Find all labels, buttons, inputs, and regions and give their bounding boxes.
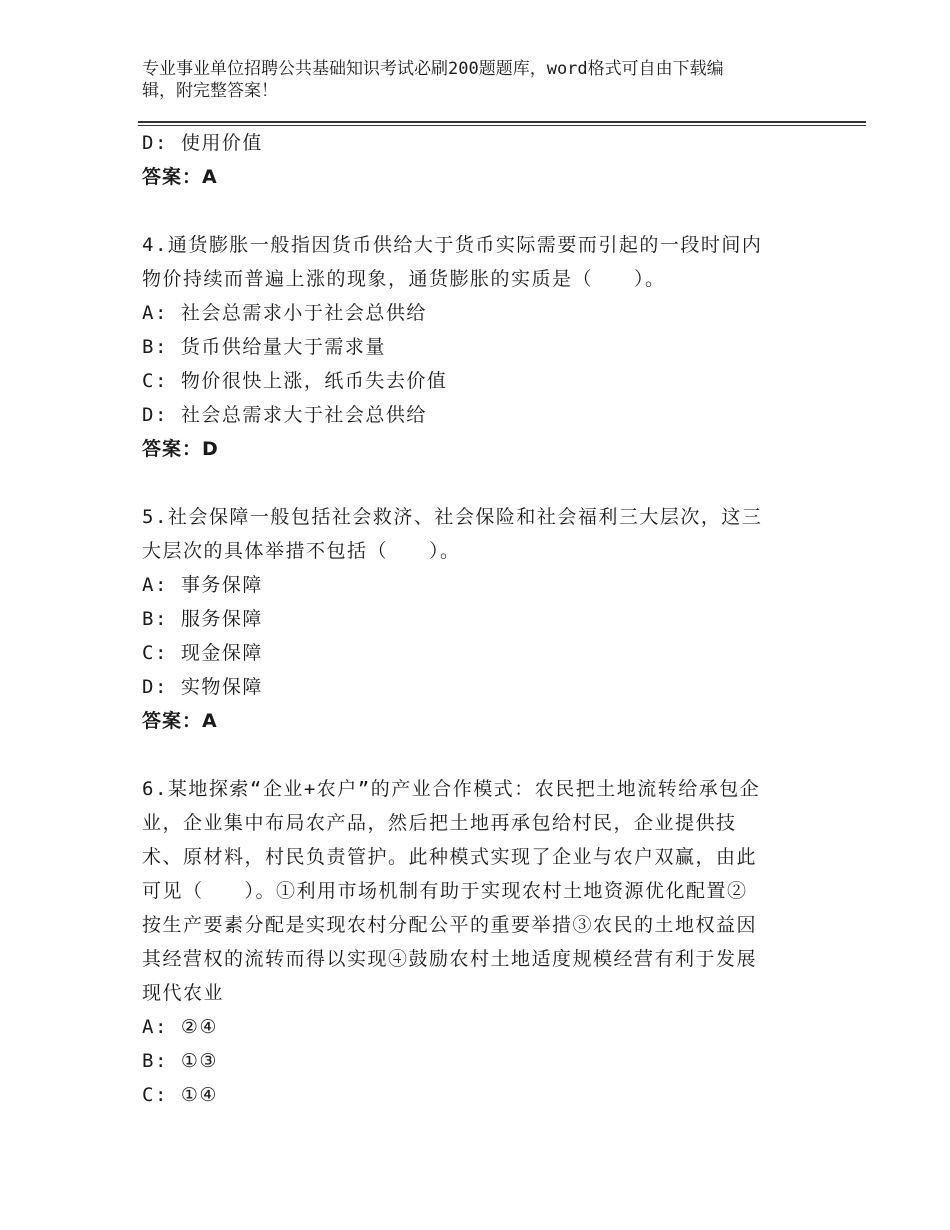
option-a: A: 事务保障 <box>142 574 263 596</box>
option-b: B: 货币供给量大于需求量 <box>142 336 386 358</box>
question-content <box>142 126 812 1112</box>
question-stem: 6.某地探索“企业+农户”的产业合作模式：农民把土地流转给承包企 <box>142 778 761 800</box>
question-stem: 可见（ ）。①利用市场机制有助于实现农村土地资源优化配置② <box>142 880 748 902</box>
question-stem: 物价持续而普遍上涨的现象，通货膨胀的实质是（ ）。 <box>142 268 666 290</box>
spacer <box>142 466 812 500</box>
option-b: B: ①③ <box>142 1050 218 1072</box>
spacer <box>142 738 812 772</box>
question-stem: 按生产要素分配是实现农村分配公平的重要举措③农民的土地权益因 <box>142 914 758 936</box>
question-stem: 其经营权的流转而得以实现④鼓励农村土地适度规模经营有利于发展 <box>142 948 758 970</box>
option-c: C: 现金保障 <box>142 642 263 664</box>
option-d: D: 实物保障 <box>142 676 263 698</box>
question-stem: 大层次的具体举措不包括（ ）。 <box>142 540 461 562</box>
header-line-1: 专业事业单位招聘公共基础知识考试必刷200题题库，word格式可自由下载编 <box>142 59 724 79</box>
question-stem: 术、原材料，村民负责管护。此种模式实现了企业与农户双赢，由此 <box>142 846 758 868</box>
option-a: A: ②④ <box>142 1016 218 1038</box>
answer-label: 答案：D <box>142 438 219 460</box>
question-stem: 业，企业集中布局农产品，然后把土地再承包给村民，企业提供技 <box>142 812 737 834</box>
option-c: C: ①④ <box>142 1084 218 1106</box>
answer-label: 答案：A <box>142 710 218 732</box>
question-3-tail <box>142 126 812 194</box>
header-rule-thick <box>138 121 866 123</box>
option-b: B: 服务保障 <box>142 608 263 630</box>
question-stem: 现代农业 <box>142 982 225 1004</box>
option-d: D: 社会总需求大于社会总供给 <box>142 404 427 426</box>
option-c: C: 物价很快上涨，纸币失去价值 <box>142 370 448 392</box>
option-d: D: 使用价值 <box>142 132 263 154</box>
spacer <box>142 194 812 228</box>
page-header <box>142 58 792 102</box>
question-stem: 4.通货膨胀一般指因货币供给大于货币实际需要而引起的一段时间内 <box>142 234 763 256</box>
question-6 <box>142 772 812 1112</box>
question-stem: 5.社会保障一般包括社会救济、社会保险和社会福利三大层次，这三 <box>142 506 763 528</box>
question-5 <box>142 500 812 738</box>
answer-label: 答案：A <box>142 166 218 188</box>
question-4 <box>142 228 812 466</box>
header-line-2: 辑，附完整答案！ <box>142 81 278 101</box>
option-a: A: 社会总需求小于社会总供给 <box>142 302 427 324</box>
